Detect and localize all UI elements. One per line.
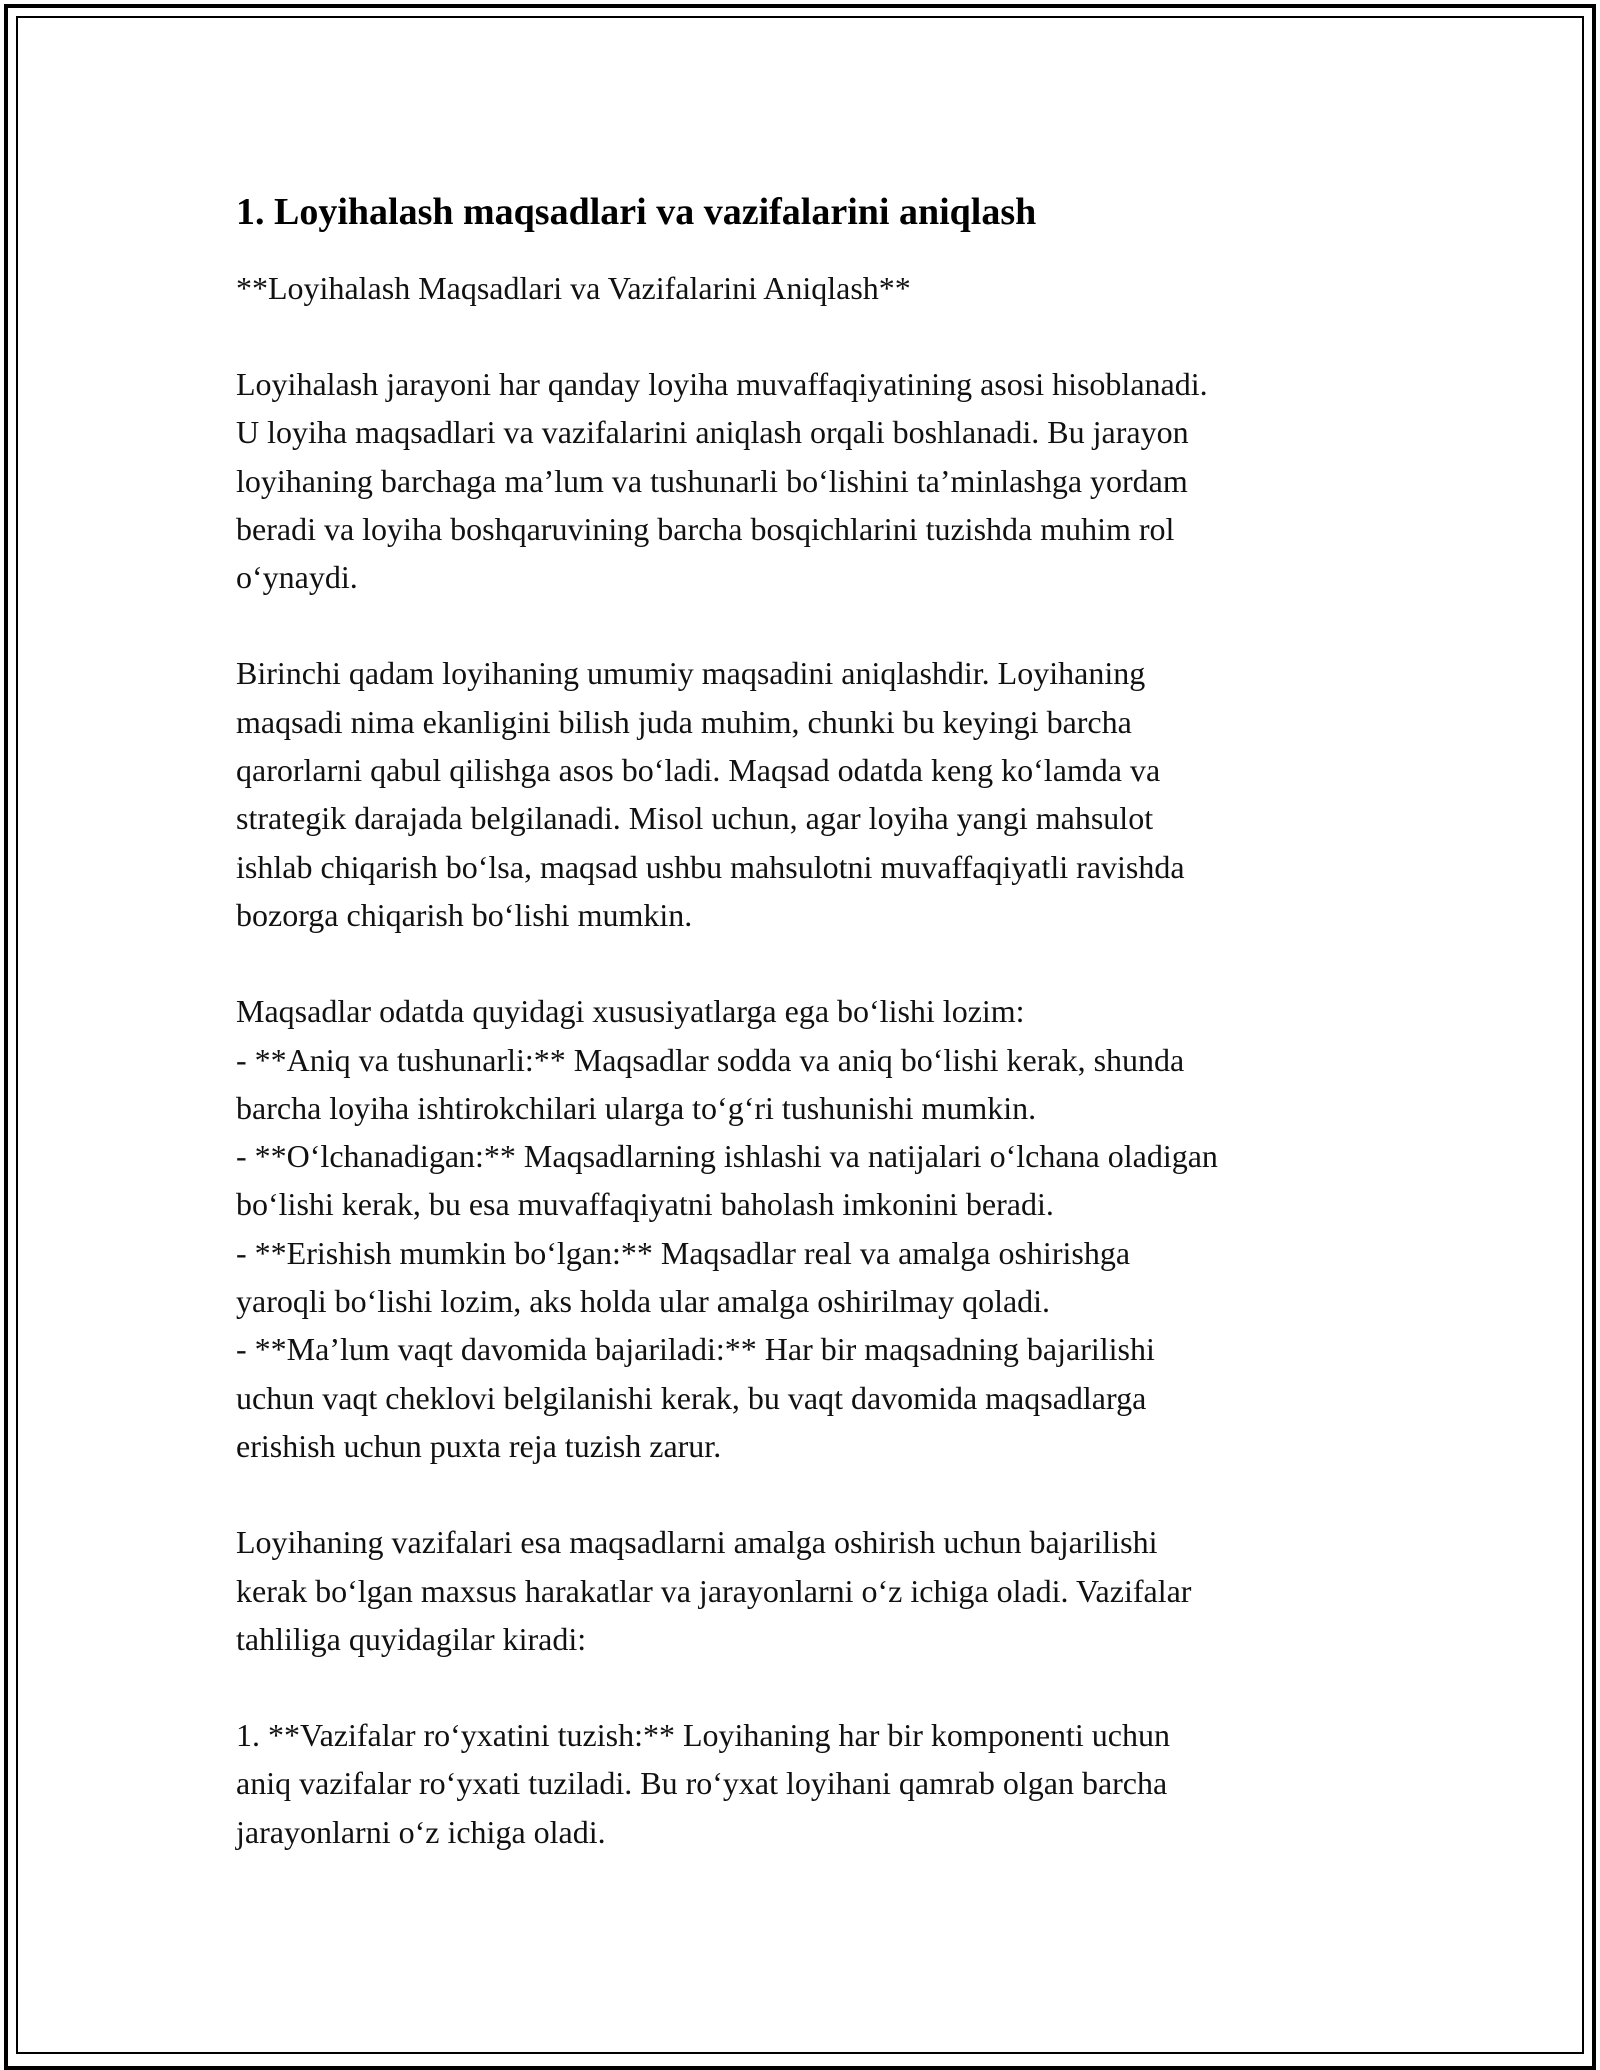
paragraph-goal-properties: Maqsadlar odatda quyidagi xususiyatlarga ega bo‘lishi lozim: - **Aniq va tushunarli:** Maqsadlar sodda va aniq bo‘lishi kerak, shunda barcha loyiha ishtirokchilari ularga to‘g‘ri tushunishi mumkin. - **O‘lchanadigan:** Maqsadlarning ishlashi va natijalari o‘lchana oladigan bo‘lishi kerak, bu esa muvaffaqiyatni baholash imkonini beradi. - **Erishish mumkin bo‘lgan:** Maqsadlar real va amalga oshirishga yaroqli bo‘lishi lozim, aks holda ular amalga oshirilmay qoladi. - **Ma’lum vaqt davomida bajariladi:** Har bir maqsadning bajarilishi uchun vaqt cheklovi belgilanishi kerak, bu vaqt davomida maqsadlarga erishish uchun puxta reja tuzish zarur.: [236, 993, 1218, 1464]
document-subtitle: **Loyihalash Maqsadlari va Vazifalarini Aniqlash**: [236, 270, 911, 306]
document-heading: 1. Loyihalash maqsadlari va vazifalarini aniqlash: [236, 191, 1037, 233]
paragraph-first-step: Birinchi qadam loyihaning umumiy maqsadini aniqlashdir. Loyihaning maqsadi nima ekanligini bilish juda muhim, chunki bu keyingi barcha qarorlarni qabul qilishga asos bo‘ladi. Maqsad odatda keng ko‘lamda va strategik darajada belgilanadi. Misol uchun, agar loyiha yangi mahsulot ishlab chiqarish bo‘lsa, maqsad ushbu mahsulotni muvaffaqiyatli ravishda bozorga chiqarish bo‘lishi mumkin.: [236, 655, 1185, 933]
paragraph-tasks: Loyihaning vazifalari esa maqsadlarni amalga oshirish uchun bajarilishi kerak bo‘lgan maxsus harakatlar va jarayonlarni o‘z ichiga oladi. Vazifalar tahliliga quyidagilar kiradi:: [236, 1524, 1192, 1657]
paragraph-task-list: 1. **Vazifalar ro‘yxatini tuzish:** Loyihaning har bir komponenti uchun aniq vazifalar ro‘yxati tuziladi. Bu ro‘yxat loyihani qamrab olgan barcha jarayonlarni o‘z ichiga oladi.: [236, 1717, 1170, 1850]
document-body: [236, 186, 1376, 1856]
paragraph-intro: Loyihalash jarayoni har qanday loyiha muvaffaqiyatining asosi hisoblanadi. U loyiha maqsadlari va vazifalarini aniqlash orqali boshlanadi. Bu jarayon loyihaning barchaga ma’lum va tushunarli bo‘lishini ta’minlashga yordam beradi va loyiha boshqaruvining barcha bosqichlarini tuzishda muhim rol o‘ynaydi.: [236, 366, 1208, 596]
